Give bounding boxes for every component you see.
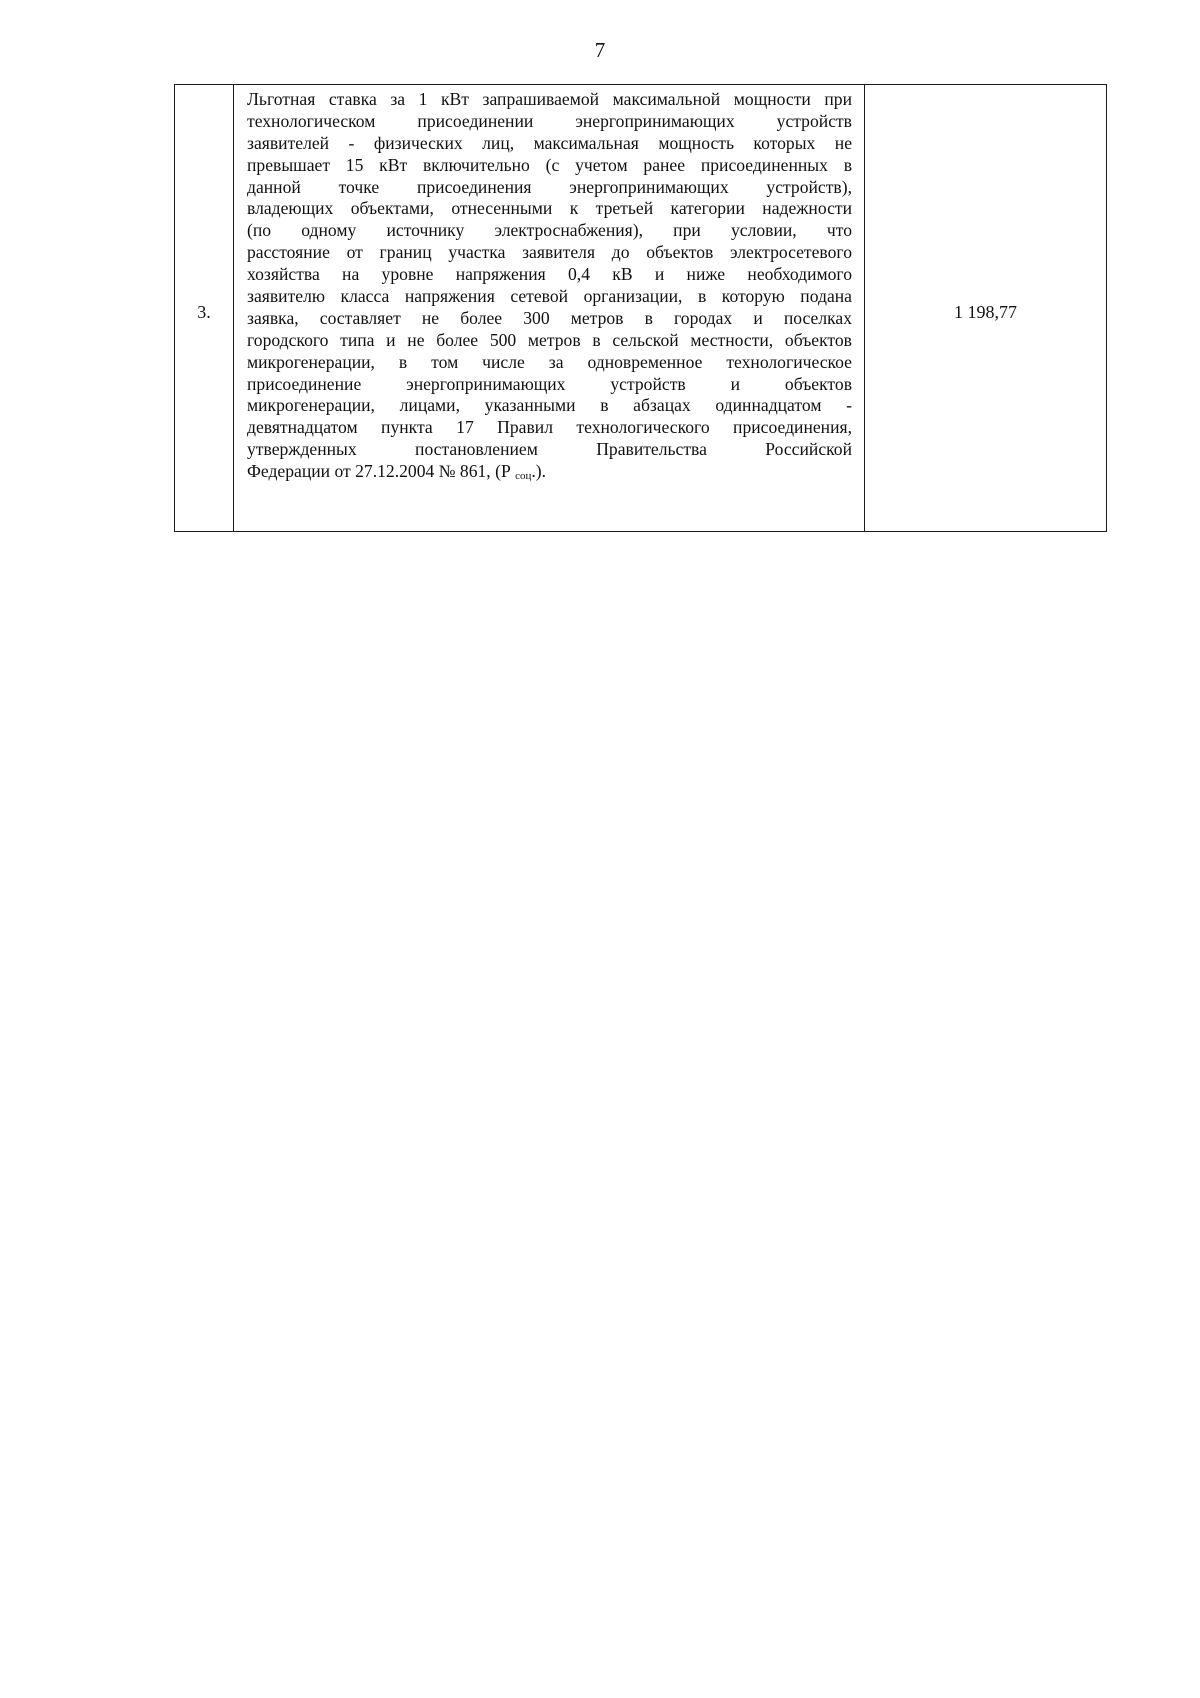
row-value: 1 198,77 [865,85,1107,532]
row-number: 3. [175,85,234,532]
description-line: заявка, составляет не более 300 метров в городах и поселках [247,307,852,328]
description-line: владеющих объектами, отнесенными к третьей категории надежности [247,198,852,219]
description-line: данной точке присоединения энергопринимающих устройств), [247,176,852,197]
description-line: хозяйства на уровне напряжения 0,4 кВ и ниже необходимого [247,264,852,285]
description-line: присоединение энергопринимающих устройств и объектов [247,373,852,394]
description-line: микрогенерации, лицами, указанными в абзацах одиннадцатом - [247,395,852,416]
description-line: утвержденных постановлением Правительства Российской [247,439,852,460]
rate-subscript: соц [515,470,532,483]
description-line: Льготная ставка за 1 кВт запрашиваемой максимальной мощности при [247,89,852,109]
description-last-text: Федерации от 27.12.2004 № 861, (Р [247,461,516,482]
table-row [175,85,1107,532]
description-line: заявителю класса напряжения сетевой организации, в которую подана [247,286,852,307]
description-line: микрогенерации, в том числе за одновременное технологическое [247,351,852,372]
description-line: (по одному источнику электроснабжения), при условии, что [247,220,852,241]
row-description [234,85,865,532]
description-line-last [247,461,852,483]
tariff-table [174,84,1107,532]
description-last-suffix: .). [531,461,547,482]
description-line: расстояние от границ участка заявителя до объектов электросетевого [247,242,852,263]
description-line: девятнадцатом пункта 17 Правил технологического присоединения, [247,417,852,438]
description-line: технологическом присоединении энергопринимающих устройств [247,110,852,131]
description-line: превышает 15 кВт включительно (с учетом ранее присоединенных в [247,154,852,175]
description-line: городского типа и не более 500 метров в сельской местности, объектов [247,329,852,350]
description-line: заявителей - физических лиц, максимальная мощность которых не [247,132,852,153]
page-number: 7 [594,38,606,62]
